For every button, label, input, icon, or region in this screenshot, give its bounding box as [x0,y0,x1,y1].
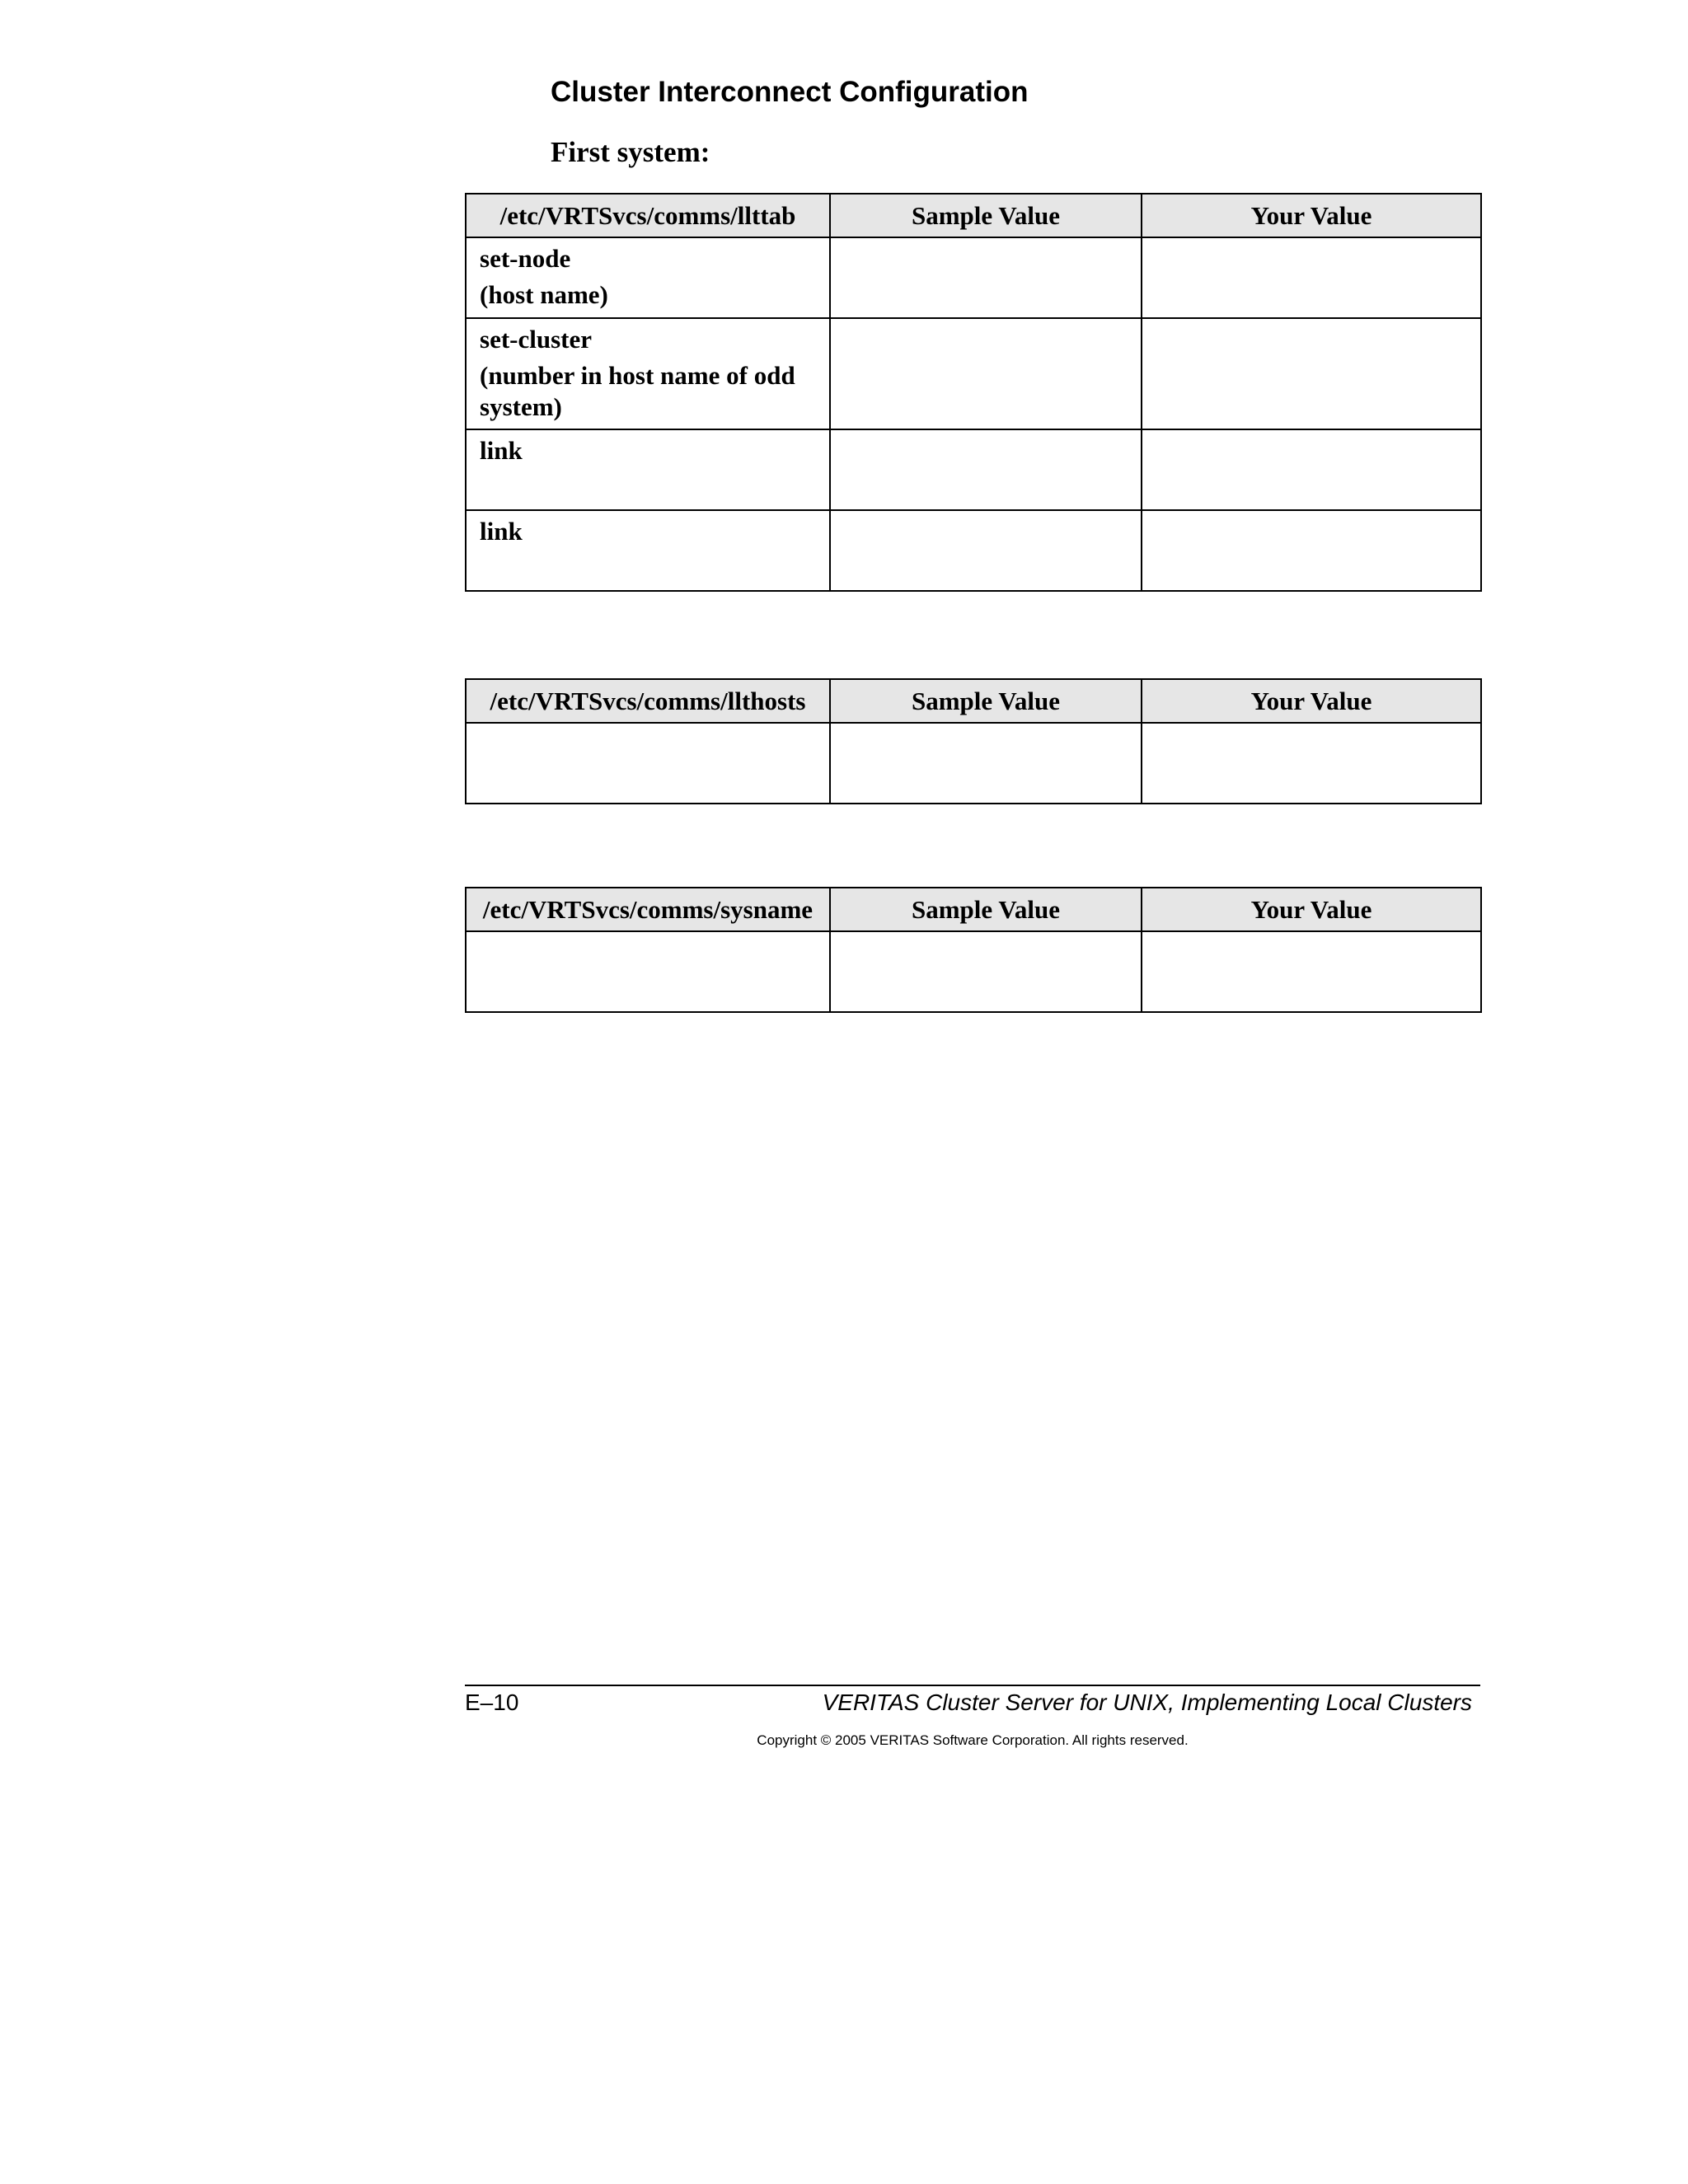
your-value-cell [1142,510,1481,591]
first-system-heading: First system: [551,136,710,168]
set-cluster-cell [466,318,830,429]
entry-cell [466,723,830,804]
llthosts-table [465,678,1482,804]
sample-value-cell [830,237,1142,318]
table-row [466,318,1481,429]
cluster-number-note: (number in host name of odd system) [480,361,795,421]
sample-value-header: Sample Value [830,679,1142,723]
llttab-table [465,193,1482,592]
your-value-header: Your Value [1142,888,1481,931]
sysname-file-header: /etc/VRTSvcs/comms/sysname [466,888,830,931]
sample-value-header: Sample Value [830,888,1142,931]
llttab-file-header: /etc/VRTSvcs/comms/llttab [466,194,830,237]
footer-divider [465,1685,1480,1686]
book-title: VERITAS Cluster Server for UNIX, Implementing Local Clusters [822,1690,1472,1715]
page-number: E–10 [465,1690,519,1715]
table-row [466,510,1481,591]
table-row [466,931,1481,1012]
link-cell [466,510,830,591]
table-header-row [466,194,1481,237]
entry-cell [466,931,830,1012]
table-row [466,429,1481,510]
table-header-row [466,679,1481,723]
sample-value-header: Sample Value [830,194,1142,237]
your-value-header: Your Value [1142,679,1481,723]
your-value-cell [1142,723,1481,804]
sample-value-cell [830,510,1142,591]
host-name-note: (host name) [480,280,608,309]
set-node-label: set-node [480,244,571,273]
sample-value-cell [830,723,1142,804]
your-value-cell [1142,931,1481,1012]
your-value-header: Your Value [1142,194,1481,237]
table-header-row [466,888,1481,931]
sysname-table [465,887,1482,1013]
sample-value-cell [830,429,1142,510]
link-label: link [480,436,523,465]
copyright-notice: Copyright © 2005 VERITAS Software Corporation. All rights reserved. [757,1732,1189,1748]
llthosts-file-header: /etc/VRTSvcs/comms/llthosts [466,679,830,723]
your-value-cell [1142,318,1481,429]
set-node-cell [466,237,830,318]
table-row [466,723,1481,804]
set-cluster-label: set-cluster [480,325,592,354]
link-cell [466,429,830,510]
your-value-cell [1142,237,1481,318]
section-title: Cluster Interconnect Configuration [551,76,1029,108]
sample-value-cell [830,318,1142,429]
table-row [466,237,1481,318]
link-label: link [480,517,523,546]
your-value-cell [1142,429,1481,510]
sample-value-cell [830,931,1142,1012]
